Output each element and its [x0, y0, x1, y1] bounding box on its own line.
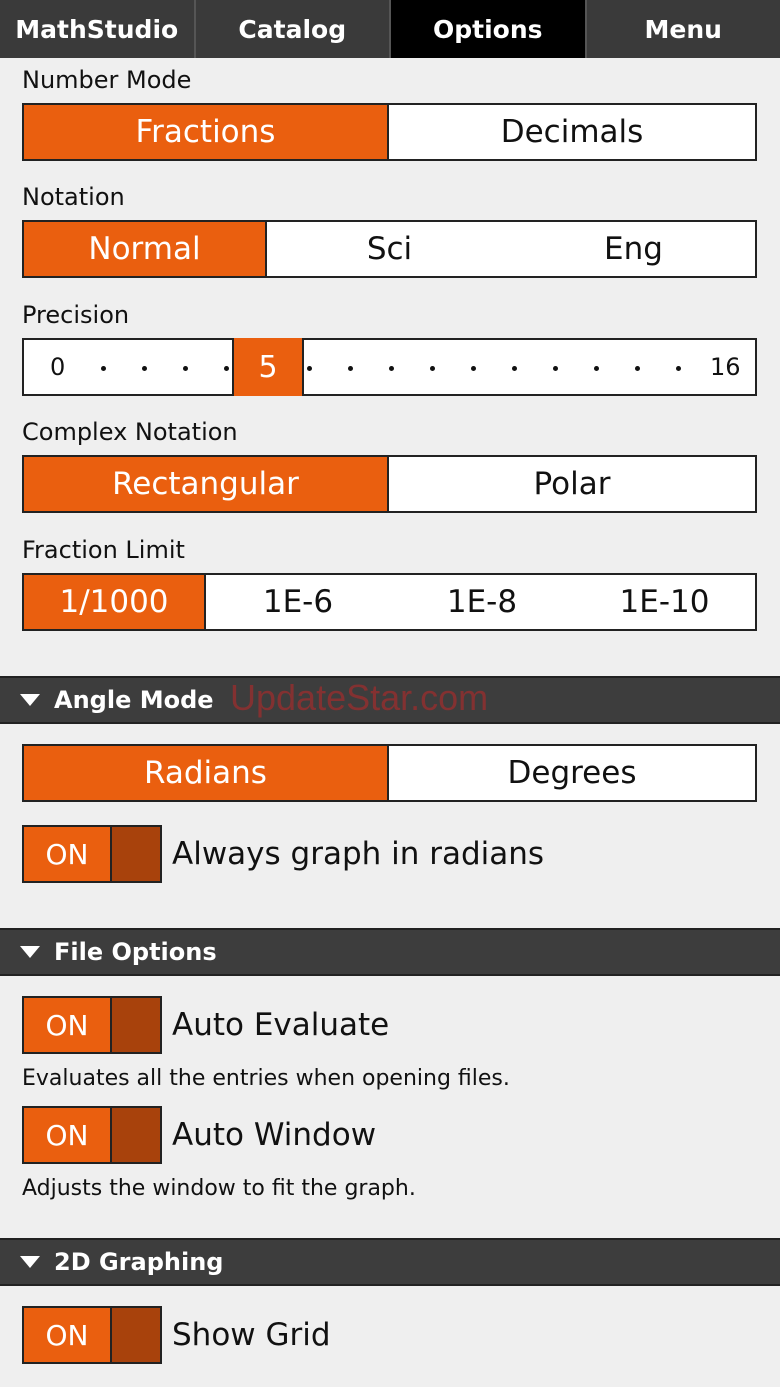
slider-tick	[142, 366, 147, 371]
slider-tick	[348, 366, 353, 371]
tab-options[interactable]: Options	[391, 0, 587, 58]
top-nav	[0, 0, 780, 58]
notation-normal[interactable]: Normal	[24, 222, 267, 276]
notation-sci[interactable]: Sci	[267, 222, 512, 276]
precision-max: 16	[710, 353, 741, 381]
slider-tick	[635, 366, 640, 371]
auto-window-label: Auto Window	[172, 1117, 377, 1153]
auto-evaluate-description: Evaluates all the entries when opening files.	[22, 1066, 510, 1091]
show-grid-toggle[interactable]	[22, 1306, 162, 1364]
tab-menu[interactable]: Menu	[644, 14, 722, 44]
number-mode-label: Number Mode	[22, 66, 192, 94]
precision-label: Precision	[22, 301, 130, 329]
auto-window-description: Adjusts the window to fit the graph.	[22, 1176, 416, 1201]
slider-tick	[430, 366, 435, 371]
toggle-knob	[112, 827, 160, 881]
show-grid-label: Show Grid	[172, 1317, 331, 1353]
auto-window-toggle[interactable]	[22, 1106, 162, 1164]
triangle-down-icon	[20, 694, 40, 706]
notation-selector	[22, 220, 757, 278]
complex-notation-selector	[22, 455, 757, 513]
notation-eng[interactable]: Eng	[512, 222, 755, 276]
slider-tick	[307, 366, 312, 371]
graphing-2d-header[interactable]	[0, 1238, 780, 1286]
slider-tick	[224, 366, 229, 371]
auto-evaluate-toggle[interactable]	[22, 996, 162, 1054]
slider-tick	[594, 366, 599, 371]
slider-tick	[553, 366, 558, 371]
precision-thumb[interactable]: 5	[232, 338, 304, 396]
angle-mode-title: Angle Mode	[54, 686, 214, 714]
toggle-on-label: ON	[24, 827, 112, 881]
slider-tick	[389, 366, 394, 371]
notation-label: Notation	[22, 183, 125, 211]
triangle-down-icon	[20, 1256, 40, 1268]
graphing-2d-title: 2D Graphing	[54, 1248, 224, 1276]
file-options-header[interactable]	[0, 928, 780, 976]
toggle-on-label: ON	[24, 998, 112, 1052]
always-graph-radians-label: Always graph in radians	[172, 836, 545, 872]
complex-rectangular[interactable]: Rectangular	[24, 457, 389, 511]
slider-tick	[512, 366, 517, 371]
fraction-limit-1e8[interactable]: 1E-8	[390, 575, 574, 629]
precision-slider[interactable]	[22, 338, 757, 396]
file-options-title: File Options	[54, 938, 217, 966]
complex-polar[interactable]: Polar	[389, 457, 755, 511]
tab-mathstudio[interactable]: MathStudio	[0, 0, 196, 58]
angle-radians[interactable]: Radians	[24, 746, 389, 800]
angle-mode-selector	[22, 744, 757, 802]
fraction-limit-1000[interactable]: 1/1000	[24, 575, 206, 629]
toggle-knob	[112, 1308, 160, 1362]
angle-degrees[interactable]: Degrees	[389, 746, 755, 800]
toggle-on-label: ON	[24, 1108, 112, 1162]
slider-tick	[101, 366, 106, 371]
fraction-limit-selector	[22, 573, 757, 631]
number-mode-decimals[interactable]: Decimals	[389, 105, 755, 159]
toggle-on-label: ON	[24, 1308, 112, 1362]
slider-tick	[471, 366, 476, 371]
always-graph-radians-toggle[interactable]	[22, 825, 162, 883]
watermark-text: UpdateStar.com	[230, 677, 489, 718]
fraction-limit-1e10[interactable]: 1E-10	[574, 575, 755, 629]
fraction-limit-1e6[interactable]: 1E-6	[206, 575, 390, 629]
slider-tick	[676, 366, 681, 371]
auto-evaluate-label: Auto Evaluate	[172, 1007, 390, 1043]
precision-min: 0	[50, 353, 66, 381]
toggle-knob	[112, 1108, 160, 1162]
toggle-knob	[112, 998, 160, 1052]
triangle-down-icon	[20, 946, 40, 958]
number-mode-fractions[interactable]: Fractions	[24, 105, 389, 159]
fraction-limit-label: Fraction Limit	[22, 536, 185, 564]
slider-tick	[183, 366, 188, 371]
number-mode-selector	[22, 103, 757, 161]
tab-catalog[interactable]: Catalog	[196, 0, 392, 58]
complex-notation-label: Complex Notation	[22, 418, 238, 446]
